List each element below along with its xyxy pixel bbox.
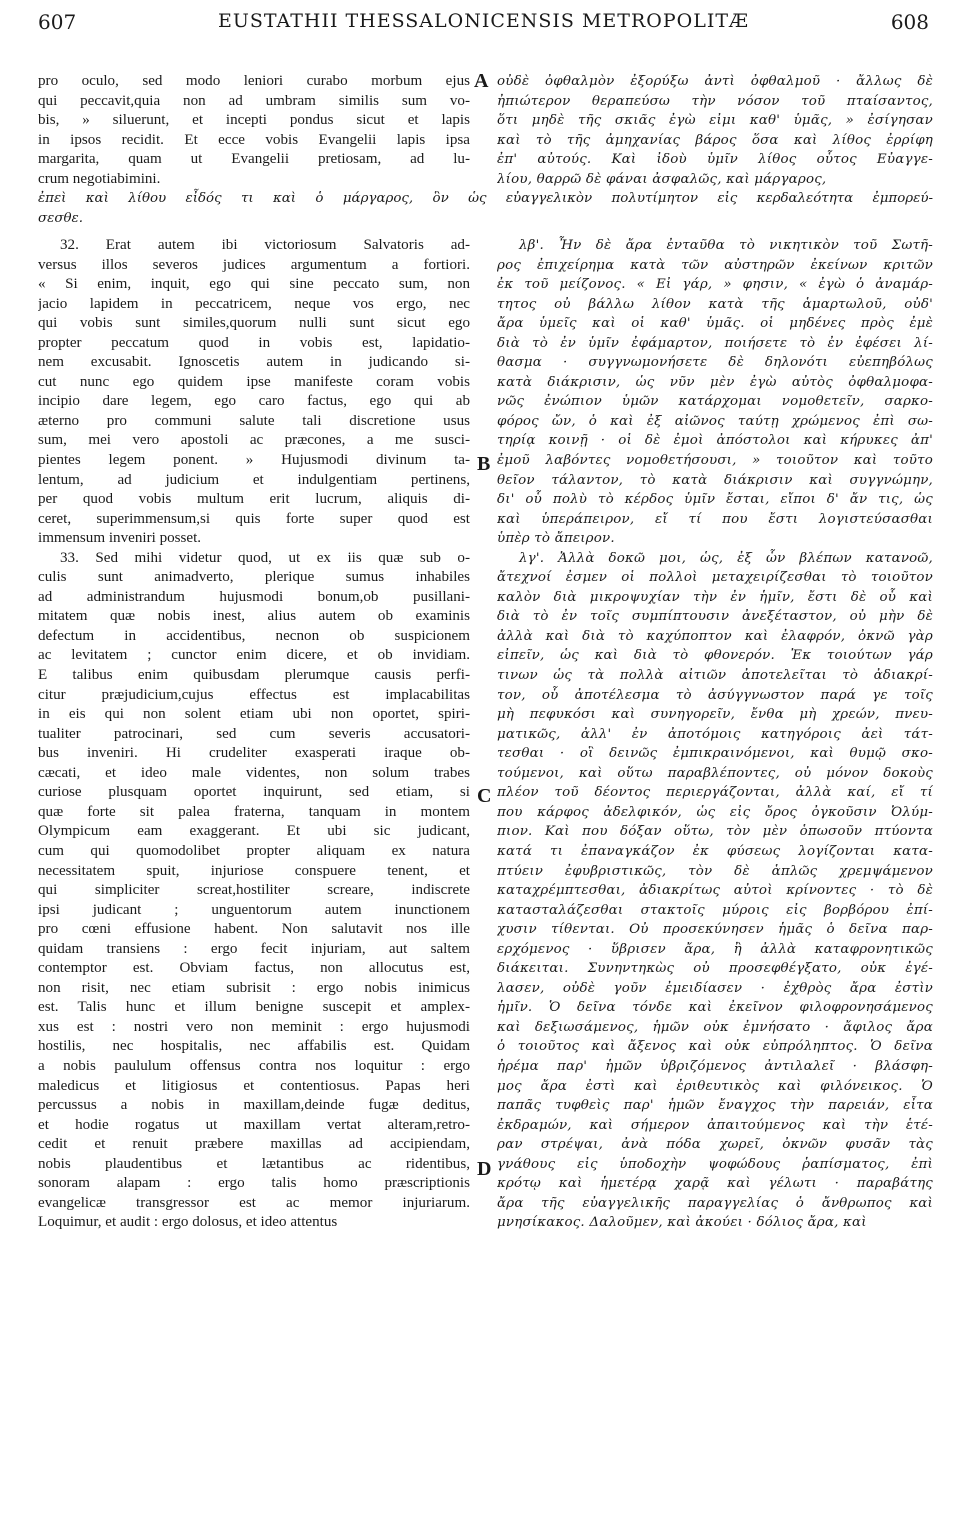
text-line: crum negotiabimini.: [38, 170, 161, 187]
latin-column-body: [38, 236, 470, 1233]
margin-marker-c: C: [477, 785, 492, 807]
text-line: που κάρφος ἀδελφικόν, ὡς εἰς ὄρος ὀγκοῦσιν Ὀλύμ-: [497, 804, 933, 820]
text-line: ad administrandum hujusmodi bonum,ob pusillani-: [38, 588, 470, 605]
text-line: contemptor est. Obviam factus, non allocutus est,: [38, 960, 470, 977]
greek-column-body: [497, 236, 933, 1233]
text-line: maledicus et litigiosus et contentiosus. Papas heri: [38, 1077, 470, 1094]
text-line: sonoram alapam : ergo talis homo præscriptionis: [38, 1175, 470, 1192]
text-line: ὅτι μηδὲ τῆς σκιᾶς ἐγὼ εἰμι καθ' ὑμᾶς, » ἐσίγησαν: [497, 113, 933, 129]
text-line: incipio dare legem, ego caro factus, ego qui ab: [38, 393, 470, 410]
text-line: ἠπιώτερον θεραπεύσω τὴν νόσον τοῦ πταίσαντος,: [497, 93, 933, 109]
text-line: evangelicæ transgressor est ac memor injuriarum.: [38, 1194, 470, 1211]
text-line: pientes legem ponent. » Hujusmodi divinum ta-: [38, 452, 470, 469]
text-line: καταχρέμπτεσθαι, ἀδιακρίτως αὐτοὶ κρίνοντες · τὸ δὲ: [497, 883, 933, 899]
text-line: εἰπεῖν, ὡς καὶ διὰ τὸ φθονερόν. Ἐκ τοιούτων γάρ: [497, 648, 933, 664]
text-line: λασεν, οὐδὲ γοῦν ἐμειδίασεν · ἐχθρὸς ἄρα ἐστὶν: [497, 980, 933, 996]
text-line: ὁ τοιοῦτος καὶ ἄξενος καὶ οὐκ εὐπρόληπτος. Ὁ δεῖνα: [497, 1039, 933, 1055]
text-line: cum qui quomodolibet propter aliquam ex natura: [38, 842, 470, 859]
spanning-greek-line-end: σεσθε.: [38, 211, 83, 226]
text-line: est. Talis hunc et illum benigne suscepit et amplex-: [38, 999, 470, 1016]
text-line: τητος οὐ βάλλω λίθον κατὰ τῆς ἁμαρτωλοῦ, οὐδ': [497, 296, 933, 312]
text-line: ἀλλὰ καὶ διὰ τὸ καχύποπτον καὶ ἐλαφρόν, ὀκνῶ γὰρ: [497, 628, 933, 644]
spanning-greek-line: ἐπεὶ καὶ λίθου εἶδός τι καὶ ὁ μάργαρος, ὃν ὡς εὐαγγελικὸν πολυτίμητον εἰς κερδαλεότητα ἐμπορεύ-: [38, 191, 933, 206]
text-line: cæcati, et ideo male videntes, non solum trabes: [38, 764, 470, 781]
text-line: ματικῶς, ἀλλ' ἐν ἀποτόμοις κατηγόροις ἀεὶ τάτ-: [497, 726, 933, 742]
text-line: Loquimur, et audit : ergo dolosus, et ideo attentus: [38, 1214, 338, 1231]
text-line: ερχόμενος · ὕβρισεν ἄρα, ἢ ἀλλὰ καταφρονητικῶς: [497, 941, 933, 957]
text-line: lentum, ad judicium et indulgentiam pertinens,: [38, 471, 470, 488]
text-line: ἄτεχνοί ἐσμεν οἱ πολλοὶ μεταχειρίζεσθαι τὸ τοιοῦτον: [497, 570, 933, 586]
text-line: ἐκδραμών, καὶ σήμερον ἀπαιτούμενος καὶ τὴν ἑτέ-: [497, 1117, 933, 1133]
text-line: percussus a nobis in maxillam,deinde fugæ deditus,: [38, 1097, 470, 1114]
text-line: Olympicum eam exaggerant. Et ubi sic judicant,: [38, 823, 470, 840]
text-line: διάκειται. Συνηντηκὼς οὐ προσεφθέγξατο, οὐκ ἐγέ-: [497, 961, 933, 977]
text-line: οὐδὲ ὀφθαλμὸν ἐξορύξω ἀντὶ ὀφθαλμοῦ · ἄλλως δὲ: [497, 74, 933, 89]
page-number-right: 608: [890, 10, 929, 34]
page-number-left: 607: [38, 10, 77, 34]
latin-column-top: [38, 72, 470, 189]
text-line: ἠρέμα παρ' ἡμῶν ὑβριζόμενος ἀντιλαλεῖ · βλάσφη-: [497, 1058, 933, 1074]
text-line: γνάθους εἰς ὑποδοχὴν ψοφώδους ῥαπίσματος, ἐπὶ: [497, 1156, 933, 1172]
margin-marker-d: D: [477, 1158, 492, 1180]
text-line: xus est : nostri vero non meminit : ergo hujusmodi: [38, 1018, 470, 1035]
text-line: ραν στρέψαι, ἀνὰ πόδα χωρεῖ, ὀκνῶν φυσᾶν τὰς: [497, 1137, 933, 1153]
margin-marker-b: B: [477, 453, 491, 475]
text-line: τούμενοι, καὶ οὕτω παραβλέποντες, οὐ μόνον δοκοὺς: [497, 765, 933, 781]
text-line: μνησίκακος. Δαλοῦμεν, καὶ ἀκούει · δόλιος ἄρα, καὶ: [497, 1215, 867, 1231]
text-line: ἐκ τοῦ μείζονος. « Εἰ γάρ, » φησιν, « ἐγὼ ὁ ἀναμάρ-: [497, 277, 933, 293]
text-line: ρος ἐπιχείρημα κατὰ τῶν αὐστηρῶν ἐκείνων κριτῶν: [497, 257, 933, 273]
text-line: λβ'. Ἦν δὲ ἄρα ἐνταῦθα τὸ νικητικὸν τοῦ Σωτῆ-: [519, 238, 933, 253]
text-line: « Si enim, inquit, ego qui sine peccato sum, non: [38, 276, 470, 293]
text-line: νῶς ἐνώπιον ὑμῶν κατάρχομαι νομοθετεῖν, σαρκο-: [497, 394, 933, 410]
text-line: πλέον τοῦ δέοντος περιεργάζονται, ἀλλὰ καί, εἴ τί: [497, 785, 933, 801]
text-line: culis sunt animadverto, plerique sumus inhabiles: [38, 569, 470, 586]
text-line: cedit et renuit præbere maxillas ad accipiendam,: [38, 1136, 470, 1153]
text-line: nobis plaudentibus et lætantibus ac ridentibus,: [38, 1155, 470, 1172]
text-line: τεσθαι · οἳ δεινῶς ἐμπικραινόμενοι, καὶ θυμῷ σκο-: [497, 746, 933, 762]
text-line: immensum inveniri posset.: [38, 530, 202, 547]
text-line: quidam transiens : ergo fecit injuriam, aut saltem: [38, 940, 470, 957]
page-header: [38, 10, 929, 40]
text-line: θεῖον τάλαντον, τὸ κατὰ διάκρισιν καὶ συγγνώμην,: [497, 472, 933, 488]
text-line: jacio lapidem in peccatricem, neque vos ergo, nec: [38, 295, 470, 312]
text-line: 32. Erat autem ibi victoriosum Salvatoris ad-: [60, 237, 470, 253]
text-line: τηρίᾳ κοινῇ · οἱ δὲ ἐμοὶ ἀπόστολοι καὶ κήρυκες ἀπ': [497, 433, 933, 449]
text-line: ἐμοῦ λαβόντες νομοθετήσουσι, » τοιοῦτον καὶ τοῦτο: [497, 453, 933, 469]
text-line: in eis qui non solent etiam ubi non oportet, spiri-: [38, 706, 470, 723]
text-line: quæ forte sit palea fraterna, tanquam in montem: [38, 803, 470, 820]
text-line: παπᾶς τυφθεὶς παρ' ἡμῶν ἔναγχος τὴν παρειάν, εἶτα: [497, 1098, 933, 1114]
text-line: φόρος ὤν, ὁ καὶ ἐξ αἰῶνος ταύτῃ χρώμενος ἐπὶ σω-: [497, 413, 933, 429]
text-line: non risit, nec etiam subrisit : ergo nobis inimicus: [38, 979, 470, 996]
text-line: citur præjudicium,cujus effectus est implacabilitas: [38, 686, 470, 703]
text-line: qui peccavit,quia non ad umbram similis sum vo-: [38, 92, 470, 109]
text-line: διὰ τὸ ἐν ὑμῖν ἐφάμαρτον, ποιήσετε τὸ ἐν ἐφέσει λί-: [497, 335, 933, 351]
text-line: defectum in accidentibus, necnon ob suspicionem: [38, 627, 470, 644]
text-line: λίου, θαρρῶ δὲ φάναι ἀσφαλῶς, καὶ μάργαρος,: [497, 171, 827, 187]
text-line: χυσιν τίθενται. Οὐ προσεκύνησεν ἡμᾶς ὁ δεῖνα παρ-: [497, 922, 933, 938]
text-line: qui simpliciter screat,hostiliter screare, indiscrete: [38, 882, 470, 899]
text-line: ceret, superimmensum,si quis forte super quod est: [38, 510, 470, 527]
greek-column-top: [497, 72, 933, 189]
text-line: πιον. Καὶ που δόξαν οὕτω, τὸν μὲν ὁπωσοῦν πτύοντα: [497, 824, 933, 840]
text-line: ipsi judicant ; unguentorum autem inunctionem: [38, 901, 470, 918]
text-line: versus illos severos judices argumentum a fortiori.: [38, 256, 470, 273]
text-line: τον, οὗ ἀποτέλεσμα τὸ ἀσύγγνωστον παρά γε τοῖς: [497, 687, 933, 703]
text-line: per quod vobis multum erit lucrum, aliquis di-: [38, 491, 470, 508]
text-line: διὰ τὸ ἐν τοῖς συμπίπτουσιν ἀνεξέταστον, οὐ μὴν δὲ: [497, 609, 933, 625]
text-line: ἡμῖν. Ὁ δεῖνα τόνδε καὶ ἐκεῖνον φιλοφρονησάμενος: [497, 1000, 933, 1016]
text-line: τινων ὡς τὰ πολλὰ αἰτιῶν ἀποτελεῖται τὸ ἀδιακρί-: [497, 668, 933, 684]
text-line: μος ἄρα ἐστὶ καὶ ἐριθευτικὸς καὶ φιλόνεικος. Ὁ: [497, 1078, 933, 1094]
text-line: ὑπὲρ τὸ ἄπειρον.: [497, 531, 615, 547]
text-line: et hodie rogatus ut maxillam vertat alteram,retro-: [38, 1116, 470, 1133]
text-line: a nobis paululum offensus contra nos loquitur : ergo: [38, 1057, 470, 1074]
text-line: θασμα · συγγνωμονήσετε δὲ δηλονότι εὐεπηβόλως: [497, 355, 933, 371]
text-line: κατασταλάζεσθαι στακτοῖς μύροις εἰς βορβόρου ἐπί-: [497, 902, 933, 918]
text-line: mitatem quæ nobis inest, alius autem ob examinis: [38, 608, 470, 625]
text-line: ἄρα τῆς εὐαγγελικῆς παραγγελίας ὁ ἄνθρωπος καὶ: [497, 1195, 933, 1211]
text-line: tualiter patrocinari, sed cum severis accusatori-: [38, 725, 470, 742]
text-line: κατὰ διάκρισιν, ὡς νῦν μὲν ἐγὼ αὐτὸς ὀφθαλμοφα-: [497, 374, 933, 390]
text-line: καὶ δεξιωσάμενος, ἡμῶν οὐκ ἐμνήσατο · ἄφιλος ἄρα: [497, 1019, 933, 1035]
text-line: qui vobis sunt similes,quorum nulli sunt sicut ego: [38, 315, 470, 332]
text-line: nem excusabit. Ignoscetis autem in judicando si-: [38, 354, 470, 371]
text-line: καὶ τὸ τῆς ἀμηχανίας βάρος ὅσα καὶ λίθος ἐρρίφη: [497, 132, 933, 148]
text-line: in ipsos recidit. Et ecce vobis Evangelii lapis ipsa: [38, 131, 470, 148]
text-line: μὴ πεφυκόσι καὶ συνηγορεῖν, ἔνθα μὴ χρεών, πνευ-: [497, 707, 933, 723]
text-line: bis, » siluerunt, et incepti pondus sicut et lapis: [38, 112, 470, 129]
running-head-title: EUSTATHII THESSALONICENSIS METROPOLITÆ: [217, 10, 750, 32]
text-line: δι' οὗ πολὺ τὸ κέρδος ὑμῖν ἔσται, εἴποι δ' ἄν τις, ὡς: [497, 492, 933, 508]
margin-marker-a: A: [474, 70, 489, 92]
text-line: κρότῳ καὶ ἡμετέρᾳ χαρᾷ καὶ γέλωτι · παραβάτης: [497, 1176, 933, 1192]
text-line: pro cœni effusione habent. Non salutavit nos ille: [38, 921, 470, 938]
text-line: sum, mei vero apostoli ac præcones, a me susci-: [38, 432, 470, 449]
text-line: hostilis, nec hospitalis, nec affabilis est. Quidam: [38, 1038, 470, 1055]
text-line: bus inveniri. Hi crudeliter exasperati iraque ob-: [38, 745, 470, 762]
text-line: ac levitatem ; cunctor enim dicere, et ob invidiam.: [38, 647, 470, 664]
text-line: necessitatem spuit, injuriose conspuere tenent, et: [38, 862, 470, 879]
text-line: καλὸν διὰ μικροψυχίαν τὴν ἐν ἡμῖν, ἔστι δὲ οὗ καὶ: [497, 589, 933, 605]
text-line: curiose plusquam oportet inquirunt, sed etiam, si: [38, 784, 470, 801]
text-line: propter peccatum quod in vobis est, lapidatio-: [38, 334, 470, 351]
text-line: E talibus enim quibusdam plerumque causis perfi-: [38, 667, 470, 684]
text-line: cut nunc ego quidem ipse manifeste coram vobis: [38, 373, 470, 390]
text-line: ἄρα ὑμεῖς καὶ οἱ καθ' ὑμᾶς. οἱ μηδένες πρὸς ἐμὲ: [497, 316, 933, 332]
text-line: κατά τι ἐπαναγκάζον ἐκ φύσεως λογίζονται κατα-: [497, 843, 933, 859]
text-line: πτύειν ἐφυβριστικῶς, τὸν δὲ ἁπλῶς χρεμψάμενον: [497, 863, 933, 879]
text-line: λγ'. Ἀλλὰ δοκῶ μοι, ὡς, ἐξ ὧν βλέπων κατανοῶ,: [519, 550, 933, 566]
text-line: 33. Sed mihi videtur quod, ut ex iis quæ sub o-: [60, 549, 470, 566]
text-line: æterno pro communi salute tali discretione usus: [38, 412, 470, 429]
text-line: ἐπ' αὐτούς. Καὶ ἰδοὺ ὑμῖν λίθος οὗτος Εὐαγγε-: [497, 152, 933, 168]
text-line: καὶ ὑπεράπειρον, εἴ τί που ἔστι λογιστεύσασθαι: [497, 511, 933, 527]
text-line: pro oculo, sed modo leniori curabo morbum ejus: [38, 73, 470, 89]
text-line: margarita, quam ut Evangelii pretiosam, ad lu-: [38, 151, 470, 168]
